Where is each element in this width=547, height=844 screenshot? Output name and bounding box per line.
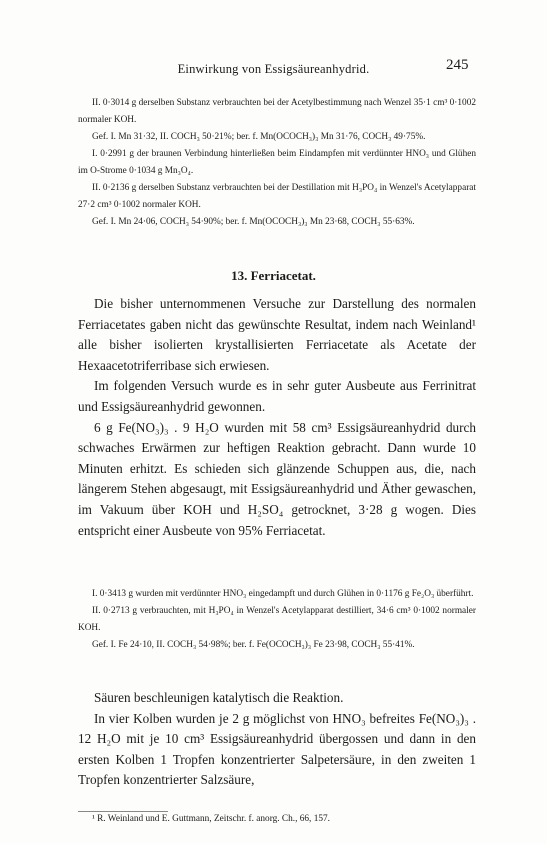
- running-header: Einwirkung von Essigsäureanhydrid.: [177, 62, 370, 76]
- section-heading: 13. Ferriacetat.: [231, 268, 316, 283]
- body-paragraph: Säuren beschleunigen katalytisch die Reaktion.: [94, 690, 344, 705]
- page-number: 245: [446, 57, 469, 73]
- footnote: ¹ R. Weinland und E. Guttmann, Zeitschr. f. anorg. Ch., 66, 157.: [92, 814, 330, 824]
- note-paragraph: II. 0·3014 g derselben Substanz verbrauchten bei der Acetylbestimmung nach Wenzel 35·1 cm³ 0·1002 normaler KOH.: [78, 98, 476, 125]
- note-paragraph: I. 0·2991 g der braunen Verbindung hinterließen beim Eindampfen mit verdünnter HNO₃ und Glühen im O-Strome 0·1034 g Mn₃O₄.: [78, 149, 476, 176]
- closing-text: [78, 688, 476, 791]
- body-paragraph: Die bisher unternommenen Versuche zur Darstellung des normalen Ferriacetates gaben nicht das gewünschte Resultat, indem nach Weinland¹ alle bisher isolierten krystallisierten Ferriacetate als Acetate der Hexaacetotriferribase sich erwiesen.: [78, 296, 476, 373]
- footnote-divider: [78, 811, 168, 812]
- main-text: [78, 294, 476, 541]
- note-paragraph: Gef. I. Mn 31·32, II. COCH₃ 50·21%; ber. f. Mn(OCOCH₃)₃ Mn 31·76, COCH₃ 49·75%.: [92, 132, 426, 142]
- note-paragraph: II. 0·2136 g derselben Substanz verbrauchten bei der Destillation mit H₃PO₄ in Wenzel's Acetylapparat 27·2 cm³ 0·1002 normaler KOH.: [78, 183, 476, 210]
- body-paragraph: In vier Kolben wurden je 2 g möglichst von HNO₃ befreites Fe(NO₃)₃ . 12 H₂O mit je 10 cm³ Essigsäureanhydrid übergossen und dann in den ersten Kolben 1 Tropfen konzentrierter Salpetersäure, in den zweiten 1 Tropfen konzentrierter Salzsäure,: [78, 710, 476, 788]
- note-paragraph: I. 0·3413 g wurden mit verdünnter HNO₃ eingedampft und durch Glühen in 0·1176 g Fe₂O₃ überführt.: [92, 589, 474, 599]
- analysis-notes-top: [78, 95, 476, 231]
- note-paragraph: Gef. I. Mn 24·06, COCH₃ 54·90%; ber. f. Mn(OCOCH₃)₃ Mn 23·68, COCH₃ 55·63%.: [92, 217, 415, 227]
- note-paragraph: II. 0·2713 g verbrauchten, mit H₃PO₄ in Wenzel's Acetylapparat destilliert, 34·6 cm³ 0·1002 normaler KOH.: [78, 606, 476, 633]
- note-paragraph: Gef. I. Fe 24·10, II. COCH₃ 54·98%; ber. f. Fe(OCOCH₃)₃ Fe 23·98, COCH₃ 55·41%.: [92, 640, 415, 650]
- body-paragraph: 6 g Fe(NO₃)₃ . 9 H₂O wurden mit 58 cm³ Essigsäureanhydrid durch schwaches Erwärmen zur heftigen Reaktion gebracht. Dann wurde 10 Minuten erhitzt. Es schieden sich glänzende Schuppen aus, die, nach längerem Stehen abgesaugt, mit Essigsäureanhydrid und Äther gewaschen, im Vakuum über KOH und H₂SO₄ getrocknet, 3·28 g wogen. Dies entspricht einer Ausbeute von 95% Ferriacetat.: [78, 419, 476, 538]
- body-paragraph: Im folgenden Versuch wurde es in sehr guter Ausbeute aus Ferrinitrat und Essigsäureanhydrid gewonnen.: [78, 378, 476, 414]
- analysis-notes-middle: [78, 586, 476, 654]
